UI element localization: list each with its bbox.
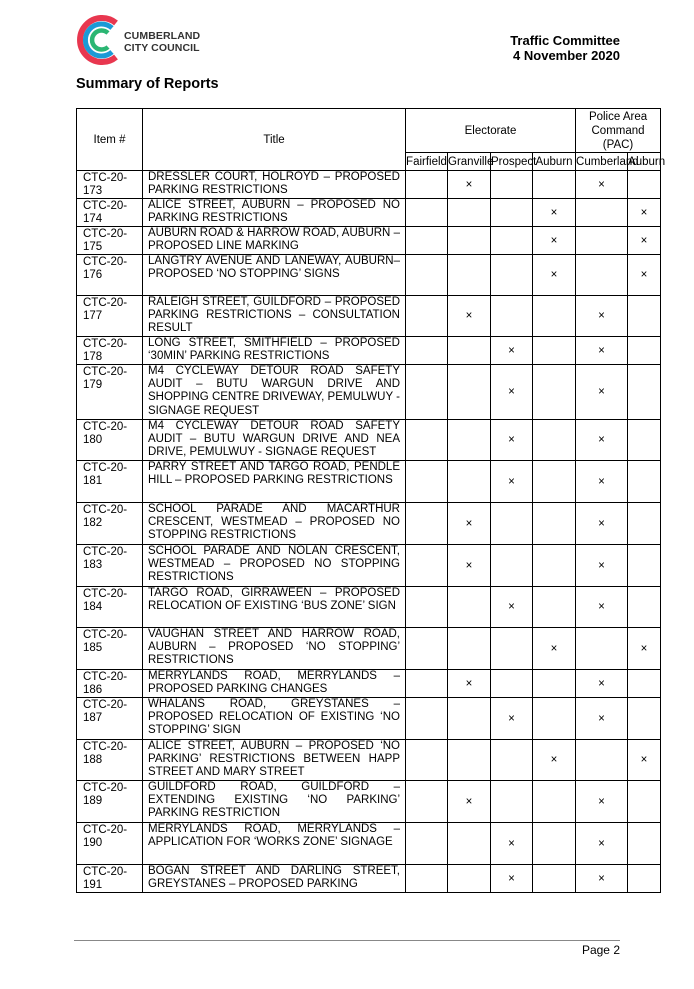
empty-cell xyxy=(628,296,661,337)
item-number: CTC-20-184 xyxy=(77,587,143,628)
empty-cell xyxy=(448,587,491,628)
empty-cell xyxy=(406,171,448,199)
empty-cell xyxy=(406,227,448,255)
table-row xyxy=(77,337,661,365)
cross-mark: × xyxy=(491,337,533,365)
table-row xyxy=(77,461,661,503)
empty-cell xyxy=(448,365,491,420)
empty-cell xyxy=(533,461,576,503)
org-name-line1: CUMBERLAND xyxy=(124,30,201,42)
report-title: M4 CYCLEWAY DETOUR ROAD SAFETY AUDIT – BUTU WARGUN DRIVE AND NEA DRIVE, PEMULWUY - SIGNAGE REQUEST xyxy=(143,420,406,461)
empty-cell xyxy=(533,171,576,199)
meeting-date: 4 November 2020 xyxy=(513,48,620,63)
cross-mark: × xyxy=(576,698,628,740)
empty-cell xyxy=(491,503,533,545)
cross-mark: × xyxy=(576,823,628,865)
report-title: ALICE STREET, AUBURN – PROPOSED ‘NO PARKING’ RESTRICTIONS BETWEEN HAPP STREET AND MARY STREET xyxy=(143,740,406,781)
report-title: PARRY STREET AND TARGO ROAD, PENDLE HILL – PROPOSED PARKING RESTRICTIONS xyxy=(143,461,406,503)
item-number: CTC-20-185 xyxy=(77,628,143,670)
empty-cell xyxy=(406,823,448,865)
report-title: TARGO ROAD, GIRRAWEEN – PROPOSED RELOCATION OF EXISTING ‘BUS ZONE’ SIGN xyxy=(143,587,406,628)
cross-mark: × xyxy=(533,255,576,296)
empty-cell xyxy=(628,698,661,740)
report-title: LANGTRY AVENUE AND LANEWAY, AUBURN– PROPOSED ‘NO STOPPING’ SIGNS xyxy=(143,255,406,296)
empty-cell xyxy=(533,698,576,740)
empty-cell xyxy=(406,503,448,545)
report-title: MERRYLANDS ROAD, MERRYLANDS – APPLICATION FOR ‘WORKS ZONE’ SIGNAGE xyxy=(143,823,406,865)
table-row xyxy=(77,545,661,587)
cross-mark: × xyxy=(576,296,628,337)
cross-mark: × xyxy=(533,628,576,670)
table-row xyxy=(77,781,661,823)
table-row xyxy=(77,628,661,670)
empty-cell xyxy=(533,823,576,865)
council-logo xyxy=(76,14,226,70)
empty-cell xyxy=(406,781,448,823)
cross-mark: × xyxy=(576,503,628,545)
cross-mark: × xyxy=(491,865,533,893)
cross-mark: × xyxy=(491,420,533,461)
section-title: Summary of Reports xyxy=(76,76,219,92)
report-title: AUBURN ROAD & HARROW ROAD, AUBURN – PROPOSED LINE MARKING xyxy=(143,227,406,255)
empty-cell xyxy=(491,255,533,296)
empty-cell xyxy=(628,461,661,503)
table-row xyxy=(77,365,661,420)
table-row xyxy=(77,865,661,893)
report-title: BOGAN STREET AND DARLING STREET, GREYSTANES – PROPOSED PARKING xyxy=(143,865,406,893)
item-number: CTC-20-174 xyxy=(77,199,143,227)
subheader-auburn-pac: Auburn xyxy=(628,153,661,171)
item-number: CTC-20-177 xyxy=(77,296,143,337)
empty-cell xyxy=(448,698,491,740)
item-number: CTC-20-178 xyxy=(77,337,143,365)
cross-mark: × xyxy=(628,199,661,227)
empty-cell xyxy=(448,461,491,503)
document-header xyxy=(510,33,620,63)
subheader-granville: Granville xyxy=(448,153,491,171)
empty-cell xyxy=(406,199,448,227)
item-number: CTC-20-175 xyxy=(77,227,143,255)
empty-cell xyxy=(533,781,576,823)
report-title: WHALANS ROAD, GREYSTANES – PROPOSED RELOCATION OF EXISTING ‘NO STOPPING’ SIGN xyxy=(143,698,406,740)
empty-cell xyxy=(533,545,576,587)
item-number: CTC-20-189 xyxy=(77,781,143,823)
report-title: SCHOOL PARADE AND MACARTHUR CRESCENT, WESTMEAD – PROPOSED NO STOPPING RESTRICTIONS xyxy=(143,503,406,545)
empty-cell xyxy=(406,420,448,461)
empty-cell xyxy=(448,628,491,670)
empty-cell xyxy=(628,670,661,698)
empty-cell xyxy=(576,199,628,227)
column-header-item: Item # xyxy=(77,109,143,171)
empty-cell xyxy=(533,670,576,698)
table-row xyxy=(77,823,661,865)
item-number: CTC-20-186 xyxy=(77,670,143,698)
report-title: VAUGHAN STREET AND HARROW ROAD, AUBURN – PROPOSED ‘NO STOPPING’ RESTRICTIONS xyxy=(143,628,406,670)
empty-cell xyxy=(628,171,661,199)
empty-cell xyxy=(406,337,448,365)
empty-cell xyxy=(533,365,576,420)
empty-cell xyxy=(448,865,491,893)
item-number: CTC-20-191 xyxy=(77,865,143,893)
empty-cell xyxy=(491,670,533,698)
empty-cell xyxy=(628,337,661,365)
table-row xyxy=(77,171,661,199)
empty-cell xyxy=(628,587,661,628)
table-row xyxy=(77,199,661,227)
empty-cell xyxy=(448,255,491,296)
item-number: CTC-20-183 xyxy=(77,545,143,587)
cross-mark: × xyxy=(448,503,491,545)
empty-cell xyxy=(406,545,448,587)
empty-cell xyxy=(448,337,491,365)
reports-table xyxy=(76,108,666,893)
empty-cell xyxy=(406,698,448,740)
empty-cell xyxy=(491,171,533,199)
cross-mark: × xyxy=(576,171,628,199)
table-row xyxy=(77,296,661,337)
column-group-electorate: Electorate xyxy=(406,109,576,153)
empty-cell xyxy=(491,227,533,255)
item-number: CTC-20-176 xyxy=(77,255,143,296)
column-header-title: Title xyxy=(143,109,406,171)
cross-mark: × xyxy=(533,740,576,781)
item-number: CTC-20-190 xyxy=(77,823,143,865)
report-title: LONG STREET, SMITHFIELD – PROPOSED ‘30MIN’ PARKING RESTRICTIONS xyxy=(143,337,406,365)
empty-cell xyxy=(491,199,533,227)
cross-mark: × xyxy=(448,670,491,698)
cross-mark: × xyxy=(448,781,491,823)
table-row xyxy=(77,255,661,296)
empty-cell xyxy=(406,255,448,296)
table-row xyxy=(77,740,661,781)
cross-mark: × xyxy=(628,628,661,670)
empty-cell xyxy=(628,781,661,823)
table-row xyxy=(77,420,661,461)
cross-mark: × xyxy=(628,255,661,296)
empty-cell xyxy=(576,227,628,255)
cross-mark: × xyxy=(576,337,628,365)
empty-cell xyxy=(406,670,448,698)
cross-mark: × xyxy=(491,698,533,740)
cross-mark: × xyxy=(576,587,628,628)
item-number: CTC-20-181 xyxy=(77,461,143,503)
report-title: SCHOOL PARADE AND NOLAN CRESCENT, WESTMEAD – PROPOSED NO STOPPING RESTRICTIONS xyxy=(143,545,406,587)
council-logo-icon xyxy=(76,14,124,66)
cross-mark: × xyxy=(576,365,628,420)
cross-mark: × xyxy=(533,199,576,227)
empty-cell xyxy=(406,865,448,893)
empty-cell xyxy=(406,740,448,781)
empty-cell xyxy=(491,628,533,670)
pac-label-line3: (PAC) xyxy=(602,138,634,151)
report-title: RALEIGH STREET, GUILDFORD – PROPOSED PARKING RESTRICTIONS – CONSULTATION RESULT xyxy=(143,296,406,337)
pac-label-line1: Police Area xyxy=(588,110,648,123)
empty-cell xyxy=(448,227,491,255)
committee-name: Traffic Committee xyxy=(510,33,620,48)
cross-mark: × xyxy=(576,865,628,893)
table-row xyxy=(77,587,661,628)
empty-cell xyxy=(628,545,661,587)
empty-cell xyxy=(406,628,448,670)
empty-cell xyxy=(491,740,533,781)
table-row xyxy=(77,698,661,740)
cross-mark: × xyxy=(448,296,491,337)
table-row xyxy=(77,670,661,698)
empty-cell xyxy=(628,823,661,865)
empty-cell xyxy=(533,296,576,337)
cross-mark: × xyxy=(576,781,628,823)
empty-cell xyxy=(448,823,491,865)
cross-mark: × xyxy=(448,171,491,199)
item-number: CTC-20-173 xyxy=(77,171,143,199)
empty-cell xyxy=(576,255,628,296)
empty-cell xyxy=(406,296,448,337)
empty-cell xyxy=(491,545,533,587)
empty-cell xyxy=(448,420,491,461)
empty-cell xyxy=(628,865,661,893)
table-row xyxy=(77,227,661,255)
report-title: M4 CYCLEWAY DETOUR ROAD SAFETY AUDIT – BUTU WARGUN DRIVE AND SHOPPING CENTRE DRIVEWAY, PEMULWUY - SIGNAGE REQUEST xyxy=(143,365,406,420)
cross-mark: × xyxy=(576,461,628,503)
cross-mark: × xyxy=(491,365,533,420)
pac-label-line2: Command xyxy=(591,124,645,137)
cross-mark: × xyxy=(533,227,576,255)
report-title: GUILDFORD ROAD, GUILDFORD – EXTENDING EXISTING ‘NO PARKING’ PARKING RESTRICTION xyxy=(143,781,406,823)
empty-cell xyxy=(406,461,448,503)
column-group-pac xyxy=(576,109,661,153)
cross-mark: × xyxy=(491,461,533,503)
table-row xyxy=(77,503,661,545)
report-title: MERRYLANDS ROAD, MERRYLANDS – PROPOSED PARKING CHANGES xyxy=(143,670,406,698)
cross-mark: × xyxy=(576,545,628,587)
footer-divider xyxy=(74,940,620,941)
item-number: CTC-20-179 xyxy=(77,365,143,420)
empty-cell xyxy=(533,337,576,365)
reports-table-body xyxy=(77,171,661,893)
empty-cell xyxy=(406,587,448,628)
empty-cell xyxy=(628,420,661,461)
subheader-prospect: Prospect xyxy=(491,153,533,171)
subheader-auburn-electorate: Auburn xyxy=(533,153,576,171)
empty-cell xyxy=(628,503,661,545)
cross-mark: × xyxy=(491,823,533,865)
empty-cell xyxy=(533,420,576,461)
empty-cell xyxy=(491,296,533,337)
report-title: DRESSLER COURT, HOLROYD – PROPOSED PARKING RESTRICTIONS xyxy=(143,171,406,199)
empty-cell xyxy=(448,199,491,227)
item-number: CTC-20-187 xyxy=(77,698,143,740)
cross-mark: × xyxy=(628,227,661,255)
item-number: CTC-20-180 xyxy=(77,420,143,461)
empty-cell xyxy=(448,740,491,781)
cross-mark: × xyxy=(491,587,533,628)
report-title: ALICE STREET, AUBURN – PROPOSED NO PARKING RESTRICTIONS xyxy=(143,199,406,227)
empty-cell xyxy=(533,587,576,628)
empty-cell xyxy=(491,781,533,823)
item-number: CTC-20-188 xyxy=(77,740,143,781)
cross-mark: × xyxy=(448,545,491,587)
cross-mark: × xyxy=(576,420,628,461)
subheader-cumberland: Cumberland xyxy=(576,153,628,171)
empty-cell xyxy=(576,740,628,781)
empty-cell xyxy=(576,628,628,670)
page-number: Page 2 xyxy=(581,943,620,957)
item-number: CTC-20-182 xyxy=(77,503,143,545)
empty-cell xyxy=(533,503,576,545)
empty-cell xyxy=(628,365,661,420)
empty-cell xyxy=(406,365,448,420)
org-name-line2: CITY COUNCIL xyxy=(124,42,200,54)
cross-mark: × xyxy=(628,740,661,781)
cross-mark: × xyxy=(576,670,628,698)
subheader-fairfield: Fairfield xyxy=(406,153,448,171)
empty-cell xyxy=(533,865,576,893)
